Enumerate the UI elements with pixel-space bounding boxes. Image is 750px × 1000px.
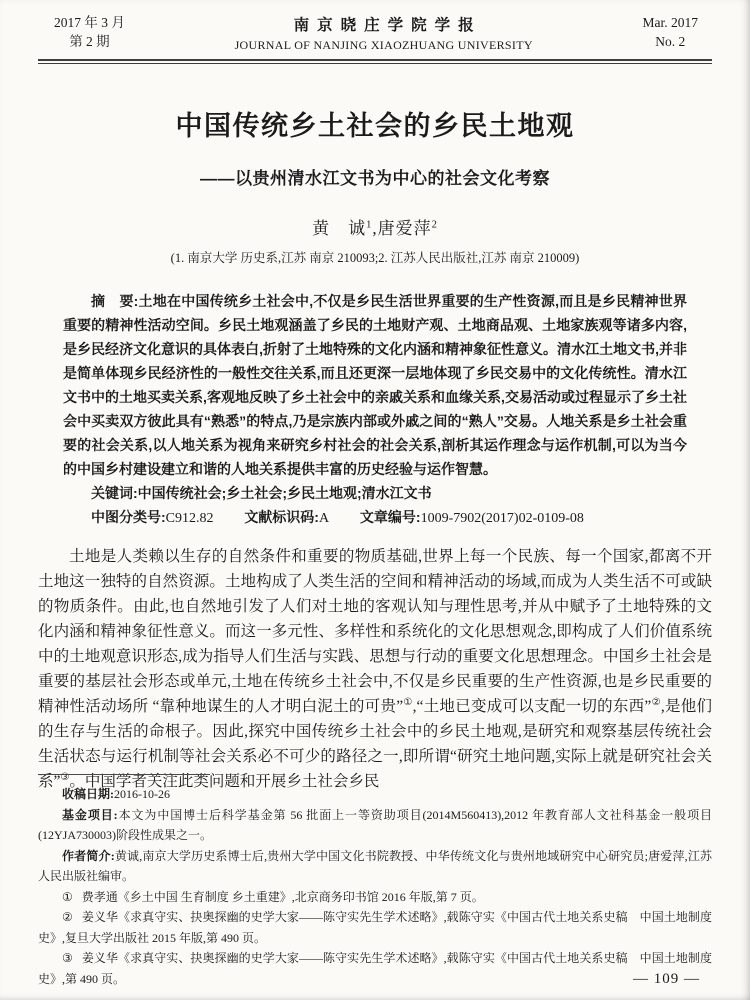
header-date-en: Mar. 2017 [642,15,698,30]
header-issue-number-en: No. 2 [655,34,686,49]
received-date-label: 收稿日期: [62,787,114,801]
keywords-label: 关键词: [91,485,138,501]
article-subtitle: ——以贵州清水江文书为中心的社会文化考察 [200,169,550,188]
article-id-value: 1009-7902(2017)02-0109-08 [420,511,584,526]
footnote-ref-1: ① [403,696,413,708]
header-issue-en [643,13,699,51]
footnote-marker: ② [62,910,73,924]
article-id-label: 文章编号: [359,509,421,525]
author-affiliation-sup: 2 [431,219,438,231]
clc-label: 中图分类号: [91,509,166,525]
keywords-line [63,481,687,505]
footnote-marker: ③ [62,951,73,965]
doc-code-label: 文献标识码: [244,509,319,525]
footnote-area [38,771,712,989]
footnote-ref-3: ③ [60,771,70,783]
journal-header [38,13,712,53]
fund-project-label: 基金项目: [62,807,118,822]
author-bio-line [38,846,712,887]
footnote-marker: ① [62,889,73,904]
fund-project-line [38,805,712,846]
footnote-text: 姜义华《求真守实、抉奥探幽的史学大家——陈守实先生学术述略》,载陈守实《中国古代土地关系史稿 中国土地制度史》,复旦大学出版社 2015 年版,第 490 页。 [38,910,712,945]
header-issue-cn [54,13,125,51]
author-name: 唐爱萍 [377,219,432,238]
author-name: 黄 诚 [312,219,367,238]
author-affiliation-sup: 1 [366,219,373,231]
journal-name-en: JOURNAL OF NANJING XIAOZHUANG UNIVERSITY [234,38,533,52]
footnote-text: 姜义华《求真守实、抉奥探幽的史学大家——陈守实先生学术述略》,载陈守实《中国古代土地关系史稿 中国土地制度史》,第 490 页。 [38,951,712,986]
journal-name-cn: 南京晓庄学院学报 [293,17,482,34]
footnote-item [38,948,712,989]
footnote-item [38,907,712,948]
footnote-text: 费孝通《乡土中国 生育制度 乡土重建》,北京商务印书馆 2016 年版,第 7 页。 [81,889,484,904]
footnote-separator-rule [38,774,210,775]
body-text-segment: 土地是人类赖以生存的自然条件和重要的物质基础,世界上每一个民族、每一个国家,都离不开土地这一独特的自然资源。土地构成了人类生活的空间和精神活动的场域,而成为人类生活不可或缺的物质条件。由此,也自然地引发了人们对土地的客观认知与理性思考,并从中赋予了土地特殊的文化内涵和精神象征性意义。而这一多元性、多样性和系统化的文化思想观念,即构成了人们价值系统中的土地观意识形态,成为指导人们生活与实践、思想与行动的重要文化思想理念。中国乡土社会是重要的基层社会形态或单元,土地在传统乡土社会中,不仅是乡民重要的生产性资源,也是乡民重要的精神性活动场所 “靠种地谋生的人才明白泥土的可贵” [38,548,712,715]
clc-value: C912.82 [165,511,214,526]
body-text-segment: ,“土地已变成可以支配一切的东西” [412,698,652,715]
header-divider-rule [38,59,712,64]
abstract-block [63,289,687,531]
article-body [38,544,712,794]
header-date-cn: 2017 年 3 月 [54,15,125,30]
author-bio-label: 作者简介: [62,848,115,863]
journal-name-block [125,13,643,53]
article-title: 中国传统乡土社会的乡民土地观 [175,111,575,141]
author-line [38,214,712,239]
body-text-segment: ,是他们的生存与生活的命根子。因此,探究中国传统乡土社会中的乡民土地观,是研究和观察基层传统社会生活状态与运行机制等社会关系必不可少的路径之一,即所谓“研究土地问题,实际上就是研究社会关系” [38,698,713,790]
abstract-paragraph [63,289,687,481]
body-text-segment: 。中国学者关注此类问题和开展乡土社会乡民 [69,773,380,790]
page-number: — 109 — [633,971,700,987]
classification-line [63,505,687,531]
received-date-value: 2016-10-26 [114,787,170,801]
author-separator: , [372,219,378,238]
keywords-text: 中国传统社会;乡土社会;乡民土地观;清水江文书 [137,485,432,501]
abstract-label: 摘 要: [91,293,139,309]
body-paragraph [38,544,712,794]
header-issue-number-cn: 第 2 期 [69,34,110,49]
fund-project-text: 本文为中国博士后科学基金第 56 批面上一等资助项目(2014M560413),2012 年教育部人文社科基金一般项目(12YJA730003)阶段性成果之一。 [38,807,712,842]
doc-code-value: A [318,511,330,526]
author-bio-text: 黄诚,南京大学历史系博士后,贵州大学中国文化书院教授、中华传统文化与贵州地域研究中心研究员;唐爱萍,江苏人民出版社编审。 [38,848,712,883]
abstract-text: 土地在中国传统乡土社会中,不仅是乡民生活世界重要的生产性资源,而且是乡民精神世界重要的精神性活动空间。乡民土地观涵盖了乡民的土地财产观、土地商品观、土地家族观等诸多内容,是乡民经济文化意识的具体表白,折射了土地特殊的文化内涵和精神象征性意义。清水江土地文书,并非是简单体现乡民经济性的一般性交往关系,而且还更深一层地体现了乡民交易中的文化传统性。清水江文书中的土地买卖关系,客观地反映了乡土社会中的亲戚关系和血缘关系,交易活动或过程显示了乡土社会中买卖双方彼此具有“熟悉”的特点,乃是宗族内部或外戚之间的“熟人”交易。人地关系是乡土社会重要的社会关系,以人地关系为视角来研究乡村社会的社会关系,剖析其运作理念与运作机制,可以为当今的中国乡村建设建立和谐的人地关系提供丰富的历史经验与运作智慧。 [63,293,687,477]
received-date-line [38,784,712,805]
footnote-ref-2: ② [651,696,661,708]
affiliation-line: (1. 南京大学 历史系,江苏 南京 210093;2. 江苏人民出版社,江苏 南京 210009) [170,251,580,265]
footnote-item [38,887,712,908]
